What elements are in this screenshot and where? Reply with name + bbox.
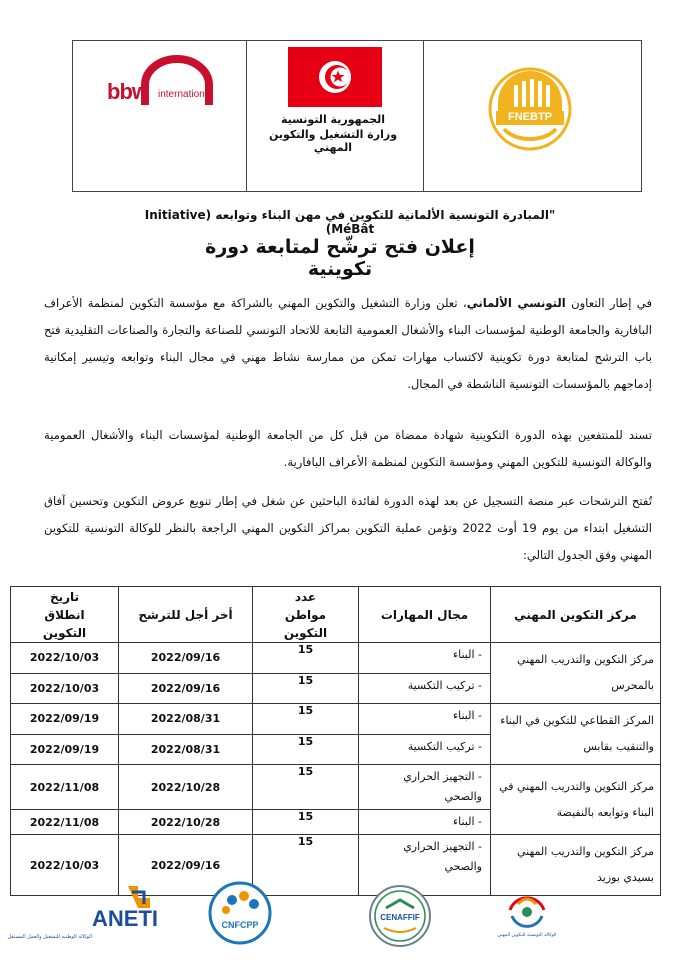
deadline-cell: 2022/09/16 — [119, 835, 253, 896]
start-cell: 2022/09/19 — [11, 734, 119, 765]
bbw-logo-subtext: international — [158, 89, 213, 100]
atfp-logo — [496, 884, 558, 946]
cnfcpp-logo-text: CNFCPP — [221, 920, 259, 930]
seats-cell: 15 — [253, 704, 359, 735]
deadline-cell: 2022/10/28 — [119, 810, 253, 835]
header-start: تاريخ انطلاق التكوين — [11, 587, 119, 643]
center-cell: المركز القطاعي للتكوين في البناء والتنقيب بقابس — [491, 704, 661, 765]
fnebtp-logo — [488, 67, 572, 151]
intro-paragraph — [44, 290, 652, 398]
skill-cell: - التجهيز الحراري والصحي — [359, 835, 491, 896]
header-center: مركز التكوين المهني — [491, 587, 661, 643]
ministry-name: وزارة التشغيل والتكوين المهني — [268, 128, 398, 154]
deadline-cell: 2022/08/31 — [119, 734, 253, 765]
header-divider — [246, 41, 247, 191]
intro-prefix: في إطار التعاون — [565, 296, 652, 310]
certificate-paragraph: تسند للمنتفعين بهذه الدورة التكوينية شهادة ممضاة من قبل كل من الجامعة الوطنية لمؤسسات البناء والأشغال العمومية والوكالة التونسية للتكوين المهني ومؤسسة التكوين لمنظمة الأعراف البافارية. — [44, 428, 652, 469]
center-cell: مركز التكوين والتدريب المهني في البناء وتوابعه بالنفيضة — [491, 765, 661, 835]
cenaffif-logo-text: CENAFFIF — [380, 913, 420, 922]
cnfcpp-logo — [208, 880, 272, 946]
skill-cell: - البناء — [359, 704, 491, 735]
registration-paragraph: تُفتح الترشحات عبر منصة التسجيل عن بعد لهذه الدورة لفائدة الباحثين عن شغل في إطار تنويع عروض التكوين وتحسين آفاق التشغيل ابتداء من يوم 19 أوت 2022 وتؤمن عملية التكوين بمراكز التكوين المهني الراجعة بالنظر للوكالة التونسية للتكوين المهني وفق الجدول التالي: — [44, 494, 652, 562]
aneti-logo-subtitle: الوكالة الوطنية للتشغيل والعمل المستقل — [7, 934, 92, 940]
header-skills: مجال المهارات — [359, 587, 491, 643]
table-row — [11, 643, 661, 674]
aneti-logo — [7, 884, 160, 946]
fnebtp-logo-text: FNEBTP — [508, 111, 552, 123]
table-row — [11, 765, 661, 810]
bbw-logo-text: bbw — [107, 79, 148, 104]
start-cell: 2022/11/08 — [11, 810, 119, 835]
cenaffif-logo — [368, 884, 432, 948]
aneti-logo-text: ANETI — [92, 906, 158, 931]
intro-bold: التونسي الألماني — [466, 296, 566, 310]
table-header-row — [11, 587, 661, 643]
intro-rest: ، تعلن وزارة التشغيل والتكوين المهني بالشراكة مع مؤسسة التكوين لمنظمة الأعراف البافارية والجامعة الوطنية لمؤسسات البناء والأشغال العمومية التابعة للاتحاد التونسي للصناعة والتجارة والصناعات التقليدية فتح باب الترشح لمتابعة دورة تكوينية لاكتساب مهارات تمكن من ممارسة نشاط مهني في مجال البناء وتوابعه وتيسير إمكانية إدماجهم بالمؤسسات التونسية الناشطة في المجال. — [44, 296, 652, 391]
seats-cell: 15 — [253, 810, 359, 835]
atfp-logo-subtitle: الوكالة التونسية للتكوين المهني — [497, 933, 557, 938]
start-cell: 2022/10/03 — [11, 643, 119, 674]
skill-cell: - البناء — [359, 810, 491, 835]
announcement-title: إعلان فتح ترشّح لمتابعة دورة تكوينية — [205, 236, 475, 280]
training-schedule-table — [10, 586, 661, 896]
header-divider — [423, 41, 424, 191]
seats-cell: 15 — [253, 643, 359, 674]
start-cell: 2022/09/19 — [11, 704, 119, 735]
tunisia-flag-icon — [288, 47, 382, 107]
government-name: الجمهورية التونسية — [280, 113, 386, 126]
skill-cell: - تركيب التكسية — [359, 673, 491, 704]
header-seats: عدد مواطن التكوين — [253, 587, 359, 643]
seats-cell: 15 — [253, 673, 359, 704]
table-row — [11, 704, 661, 735]
skill-cell: - التجهيز الحراري والصحي — [359, 765, 491, 810]
header-deadline: أخر أجل للترشح — [119, 587, 253, 643]
seats-cell: 15 — [253, 765, 359, 810]
center-cell: مركز التكوين والتدريب المهني بالمحرس — [491, 643, 661, 704]
center-cell: مركز التكوين والتدريب المهني بسيدي بوزيد — [491, 835, 661, 896]
initiative-title: "المبادرة التونسية الألمانية للتكوين في مهن البناء وتوابعه (Initiative MéBât) — [144, 208, 556, 236]
deadline-cell: 2022/08/31 — [119, 704, 253, 735]
deadline-cell: 2022/10/28 — [119, 765, 253, 810]
seats-cell: 15 — [253, 835, 359, 896]
skill-cell: - تركيب التكسية — [359, 734, 491, 765]
start-cell: 2022/10/03 — [11, 673, 119, 704]
deadline-cell: 2022/09/16 — [119, 673, 253, 704]
start-cell: 2022/10/03 — [11, 835, 119, 896]
deadline-cell: 2022/09/16 — [119, 643, 253, 674]
skill-cell: - البناء — [359, 643, 491, 674]
letterhead — [72, 40, 642, 192]
start-cell: 2022/11/08 — [11, 765, 119, 810]
seats-cell: 15 — [253, 734, 359, 765]
